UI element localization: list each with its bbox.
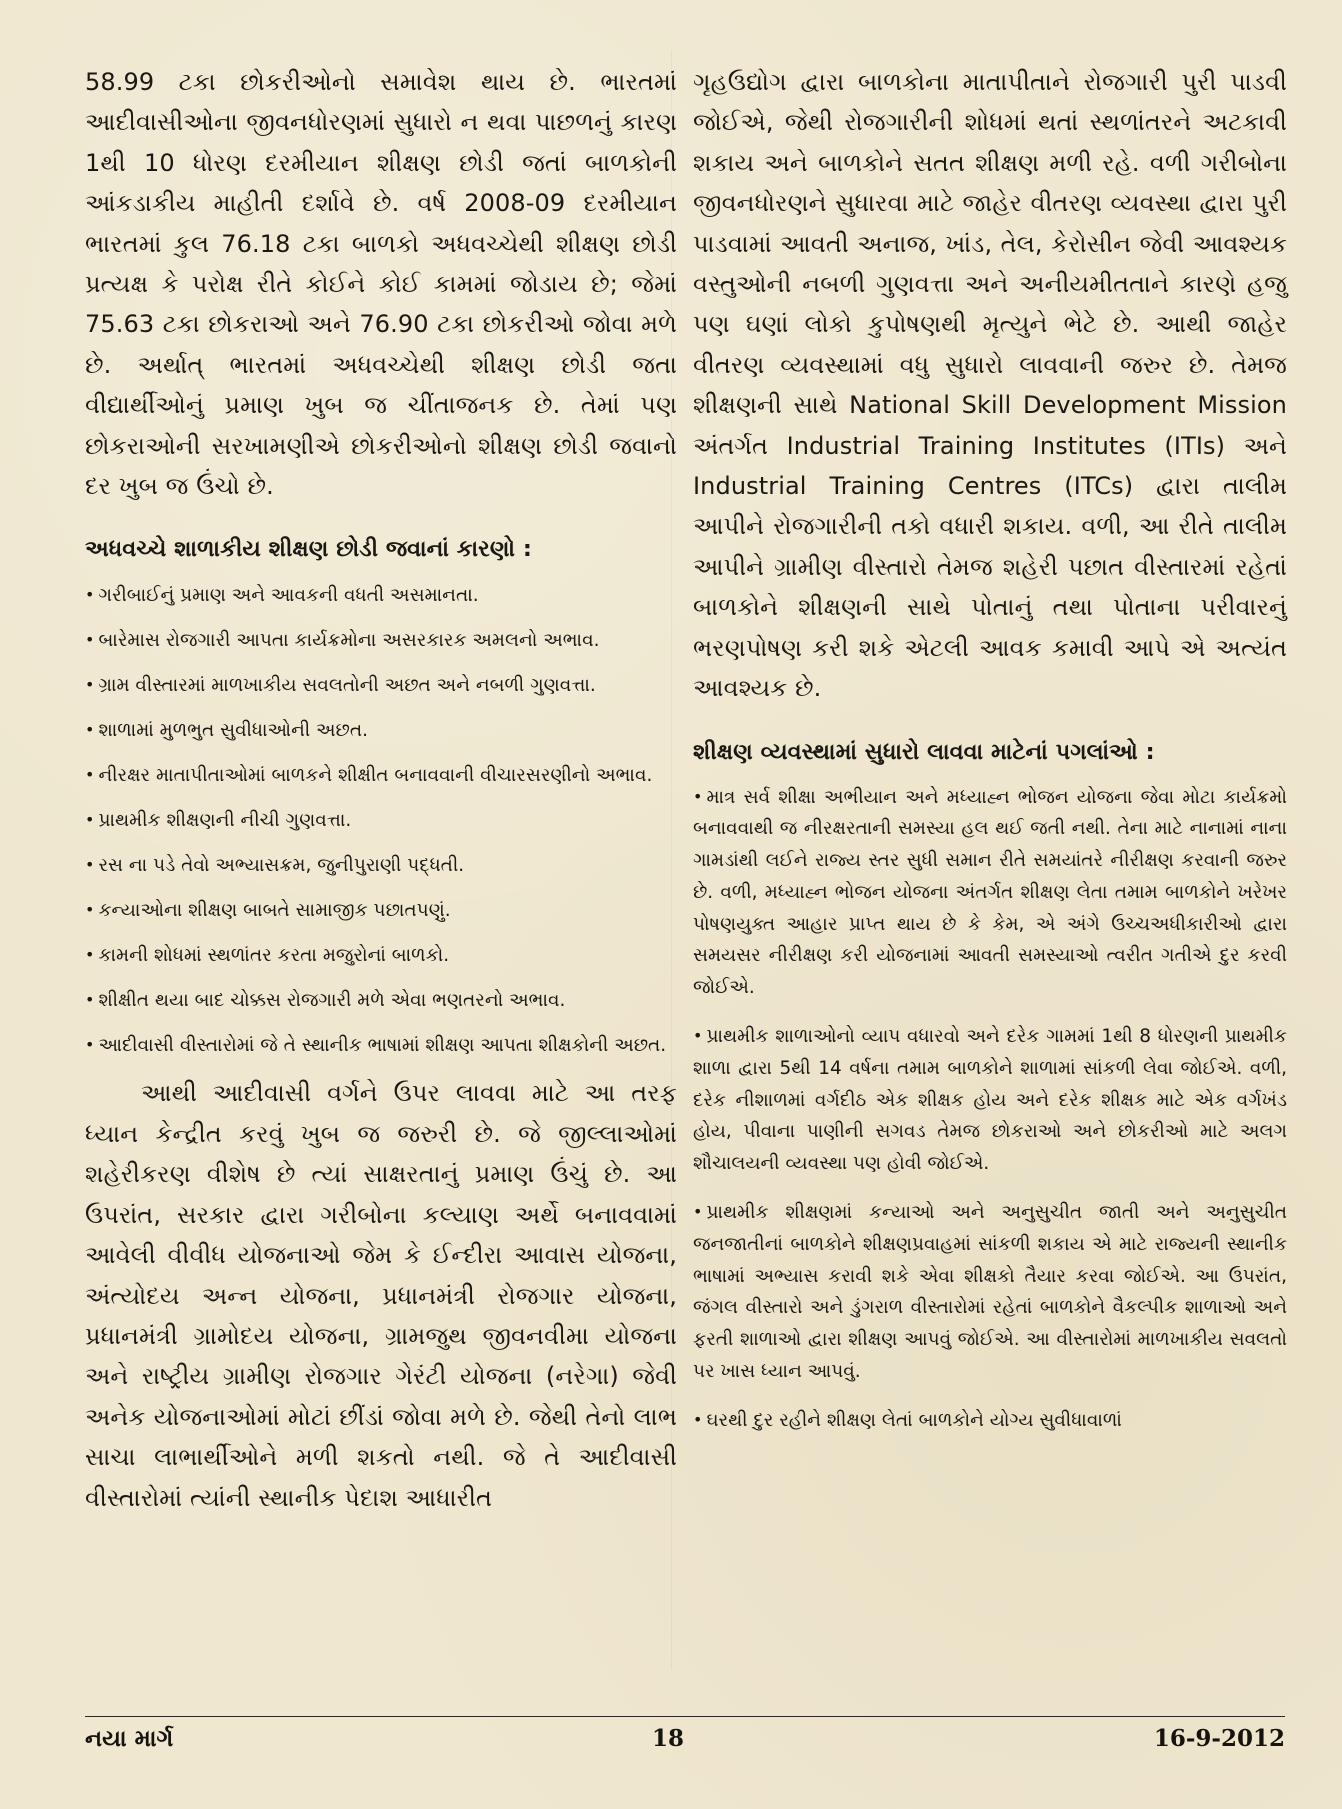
step-item xyxy=(693,781,1287,1005)
reason-item xyxy=(85,803,677,837)
reason-text: પ્રાથમીક શીક્ષણની નીચી ગુણવત્તા. xyxy=(98,810,352,832)
reason-item xyxy=(85,623,677,657)
reason-item xyxy=(85,938,677,972)
reason-text: કામની શોધમાં સ્થળાંતર કરતા મજુરોનાં બાળકો. xyxy=(98,945,450,967)
bullet-icon: • xyxy=(85,1035,95,1055)
reason-text: શાળામાં મુળભુત સુવીધાઓની અછત. xyxy=(98,720,368,742)
bullet-icon: • xyxy=(85,900,95,920)
left-column xyxy=(85,62,677,1518)
bullet-icon: • xyxy=(85,720,95,740)
reason-item xyxy=(85,713,677,747)
bullet-icon: • xyxy=(85,585,95,605)
step-text: ઘરથી દુર રહીને શીક્ષણ લેતાં બાળકોને યોગ્ય સુવીધાવાળાં xyxy=(706,1409,1122,1431)
bullet-icon: • xyxy=(85,990,95,1010)
right-section-heading: શીક્ષણ વ્યવસ્થામાં સુધારો લાવવા માટેનાં પગલાંઓ : xyxy=(693,738,1155,765)
step-text: માત્ર સર્વ શીક્ષા અભીયાન અને મધ્યાહ્ન ભોજન યોજના જેવા મોટા કાર્યક્રમો બનાવવાથી જ નીરક્ષરતાની સમસ્યા હલ થઈ જતી નથી. તેના માટે નાનામાં નાના ગામડાંથી લઈને રાજ્ય સ્તર સુધી સમાન રીતે સમયાંતરે નીરીક્ષણ કરવાની જરુર છે. વળી, મધ્યાહ્ન ભોજન યોજના અંતર્ગત શીક્ષણ લેતા તમામ બાળકોને ખરેખર પોષણયુક્ત આહાર પ્રાપ્ત થાય છે કે કેમ, એ અંગે ઉચ્ચઅધીકારીઓ દ્વારા સમયસર નીરીક્ષણ કરી યોજનામાં આવતી સમસ્યાઓ ત્વરીત ગતીએ દુર કરવી જોઈએ. xyxy=(693,786,1287,999)
step-item xyxy=(693,1020,1287,1180)
publication-name: નયા માર્ગ xyxy=(85,1725,174,1752)
publication-date: 16-9-2012 xyxy=(1153,1725,1285,1752)
reason-text: ગરીબાઈનું પ્રમાણ અને આવકની વધતી અસમાનતા. xyxy=(98,585,479,607)
reason-item xyxy=(85,983,677,1017)
steps-list xyxy=(693,781,1287,1437)
reason-item xyxy=(85,1028,677,1062)
page-number: 18 xyxy=(652,1725,685,1752)
reasons-list xyxy=(85,578,677,1062)
reason-item xyxy=(85,758,677,792)
reason-text: કન્યાઓના શીક્ષણ બાબતે સામાજીક પછાતપણું. xyxy=(98,900,451,922)
right-continuation-paragraph: ગૃહઉદ્યોગ દ્વારા બાળકોના માતાપીતાને રોજગારી પુરી પાડવી જોઈએ, જેથી રોજગારીની શોધમાં થતાં સ્થળાંતરને અટકાવી શકાય અને બાળકોને સતત શીક્ષણ મળી રહે. વળી ગરીબોના જીવનધોરણને સુધારવા માટે જાહેર વીતરણ વ્યવસ્થા દ્વારા પુરી પાડવામાં આવતી અનાજ, ખાંડ, તેલ, કેરોસીન જેવી આવશ્યક વસ્તુઓની નબળી ગુણવત્તા અને અનીયમીતતાને કારણે હજુ પણ ઘણાં લોકો કુપોષણથી મૃત્યુને ભેટે છે. આથી જાહેર વીતરણ વ્યવસ્થામાં વધુ સુધારો લાવવાની જરુર છે. તેમજ શીક્ષણની સાથે National Skill Development Mission અંતર્ગત Industrial Training Institutes (ITIs) અને Industrial Training Centres (ITCs) દ્વારા તાલીમ આપીને રોજગારીની તકો વધારી શકાય. વળી, આ રીતે તાલીમ આપીને ગ્રામીણ વીસ્તારો તેમજ શહેરી પછાત વીસ્તારમાં રહેતાં બાળકોને શીક્ષણની સાથે પોતાનું તથા પોતાના પરીવારનું ભરણપોષણ કરી શકે એટલી આવક કમાવી આપે એ અત્યંત આવશ્યક છે. xyxy=(693,68,1287,703)
step-text: પ્રાથમીક શીક્ષણમાં કન્યાઓ અને અનુસુચીત જાતી અને અનુસુચીત જનજાતીનાં બાળકોને શીક્ષણપ્રવાહમાં સાંકળી શકાય એ માટે રાજ્યની સ્થાનીક ભાષામાં અભ્યાસ કરાવી શકે એવા શીક્ષકો તૈયાર કરવા જોઈએ. આ ઉપરાંત, જંગલ વીસ્તારો અને ડુંગરાળ વીસ્તારોમાં રહેતાં બાળકોને વૈકલ્પીક શાળાઓ અને ફરતી શાળાઓ દ્વારા શીક્ષણ આપવું જોઈએ. આ વીસ્તારોમાં માળખાકીય સવલતો પર ખાસ ધ્યાન આપવું. xyxy=(693,1202,1287,1383)
reason-text: આદીવાસી વીસ્તારોમાં જે તે સ્થાનીક ભાષામાં શીક્ષણ આપતા શીક્ષકોની અછત. xyxy=(98,1035,667,1057)
bullet-icon: • xyxy=(85,855,95,875)
step-text: પ્રાથમીક શાળાઓનો વ્યાપ વધારવો અને દરેક ગામમાં 1થી 8 ધોરણની પ્રાથમીક શાળા દ્વારા 5થી 14 વર્ષના તમામ બાળકોને શાળામાં સાંકળી લેવા જોઈએ. વળી, દરેક નીશાળમાં વર્ગદીઠ એક શીક્ષક હોય અને દરેક શીક્ષક માટે એક વર્ગખંડ હોય, પીવાના પાણીની સગવડ તેમજ છોકરાઓ અને છોકરીઓ માટે અલગ શૌચાલયની વ્યવસ્થા પણ હોવી જોઈએ. xyxy=(693,1026,1287,1175)
reason-text: નીરક્ષર માતાપીતાઓમાં બાળકને શીક્ષીત બનાવવાની વીચારસરણીનો અભાવ. xyxy=(98,765,653,787)
step-item xyxy=(693,1196,1287,1388)
bullet-icon: • xyxy=(85,765,95,785)
page-footer xyxy=(85,1716,1285,1772)
reason-item xyxy=(85,578,677,612)
bullet-icon: • xyxy=(693,1202,703,1222)
bullet-icon: • xyxy=(85,945,95,965)
bullet-icon: • xyxy=(693,786,703,806)
reason-text: રસ ના પડે તેવો અભ્યાસક્રમ, જુનીપુરાણી પદ્ધતી. xyxy=(98,855,465,877)
bullet-icon: • xyxy=(85,810,95,830)
reason-text: શીક્ષીત થયા બાદ ચોક્કસ રોજગારી મળે એવા ભણતરનો અભાવ. xyxy=(98,990,566,1012)
bullet-icon: • xyxy=(693,1026,703,1046)
reason-item xyxy=(85,848,677,882)
left-section-heading: અધવચ્ચે શાળાકીય શીક્ષણ છોડી જવાનાં કારણો : xyxy=(85,536,532,563)
left-closing-paragraph: આથી આદીવાસી વર્ગને ઉપર લાવવા માટે આ તરફ ધ્યાન કેન્દ્રીત કરવું ખુબ જ જરુરી છે. જે જીલ્લાઓમાં શહેરીકરણ વીશેષ છે ત્યાં સાક્ષરતાનું પ્રમાણ ઉંચું છે. આ ઉપરાંત, સરકાર દ્વારા ગરીબોના કલ્યાણ અર્થે બનાવવામાં આવેલી વીવીધ યોજનાઓ જેમ કે ઈન્દીરા આવાસ યોજના, અંત્યોદય અન્ન યોજના, પ્રધાનમંત્રી રોજગાર યોજના, પ્રધાનમંત્રી ગ્રામોદય યોજના, ગ્રામજુથ જીવનવીમા યોજના અને રાષ્ટ્રીય ગ્રામીણ રોજગાર ગેરંટી યોજના (નરેગા) જેવી અનેક યોજનાઓમાં મોટાં છીંડાં જોવા મળે છે. જેથી તેનો લાભ સાચા લાભાર્થીઓને મળી શકતો નથી. જે તે આદીવાસી વીસ્તારોમાં ત્યાંની સ્થાનીક પેદાશ આધારીત xyxy=(85,1079,677,1512)
right-column xyxy=(693,62,1287,1453)
bullet-icon: • xyxy=(85,630,95,650)
reason-text: ગ્રામ વીસ્તારમાં માળખાકીય સવલતોની અછત અને નબળી ગુણવત્તા. xyxy=(98,675,596,697)
reason-text: બારેમાસ રોજગારી આપતા કાર્યક્રમોના અસરકારક અમલનો અભાવ. xyxy=(98,630,600,652)
bullet-icon: • xyxy=(85,675,95,695)
left-intro-paragraph: 58.99 ટકા છોકરીઓનો સમાવેશ થાય છે. ભારતમાં આદીવાસીઓના જીવનધોરણમાં સુધારો ન થવા પાછળનું કારણ 1થી 10 ધોરણ દરમીયાન શીક્ષણ છોડી જતાં બાળકોની આંકડાકીય માહીતી દર્શાવે છે. વર્ષ 2008-09 દરમીયાન ભારતમાં કુલ 76.18 ટકા બાળકો અધવચ્ચેથી શીક્ષણ છોડી પ્રત્યક્ષ કે પરોક્ષ રીતે કોઈને કોઈ કામમાં જોડાય છે; જેમાં 75.63 ટકા છોકરાઓ અને 76.90 ટકા છોકરીઓ જોવા મળે છે. અર્થાત્ ભારતમાં અધવચ્ચેથી શીક્ષણ છોડી જતા વીદ્યાર્થીઓનું પ્રમાણ ખુબ જ ચીંતાજનક છે. તેમાં પણ છોકરાઓની સરખામણીએ છોકરીઓનો શીક્ષણ છોડી જવાનો દર ખુબ જ ઉંચો છે. xyxy=(85,68,677,501)
step-item xyxy=(693,1404,1287,1437)
bullet-icon: • xyxy=(693,1409,703,1429)
reason-item xyxy=(85,668,677,702)
reason-item xyxy=(85,893,677,927)
